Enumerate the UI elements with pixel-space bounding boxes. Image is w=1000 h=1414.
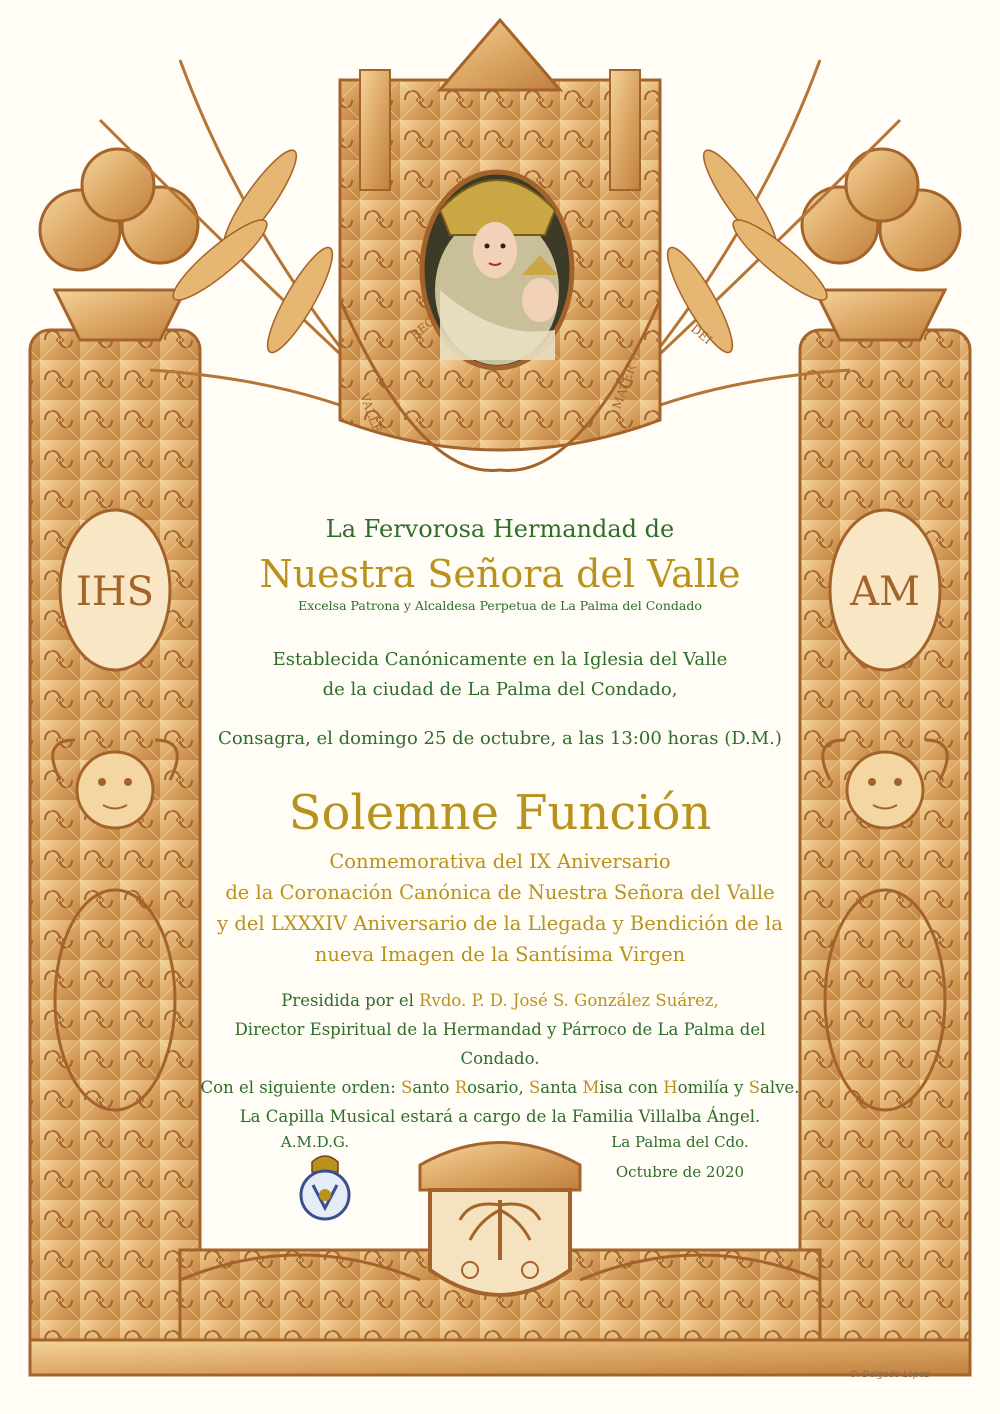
- artist-signature: O. Delgado López: [850, 1370, 930, 1380]
- brotherhood-emblem: [301, 1156, 349, 1219]
- date-line: Consagra, el domingo 25 de octubre, a las 13:00 horas (D.M.): [218, 728, 782, 749]
- brotherhood-subtitle: Excelsa Patrona y Alcaldesa Perpetua de La Palma del Condado: [298, 598, 702, 613]
- text-anta: anta: [540, 1078, 583, 1097]
- presided-prefix: Presidida por el: [281, 991, 420, 1010]
- commemoration-line-1: Conmemorativa del IX Aniversario: [329, 850, 671, 873]
- date: Octubre de 2020: [615, 1163, 745, 1181]
- right-column: [800, 330, 970, 1370]
- right-urn: [802, 149, 960, 340]
- establishment-line-2: de la ciudad de La Palma del Condado,: [322, 679, 678, 700]
- commemoration-text: [200, 846, 800, 970]
- inscription-dei: DEI: [688, 321, 715, 348]
- commemoration-line-2: de la Coronación Canónica de Nuestra Señora del Valle: [225, 881, 775, 904]
- town-coat-of-arms: [420, 1143, 580, 1296]
- commemoration-line-3: y del LXXXIV Aniversario de la Llegada y Bendición de la: [217, 912, 783, 935]
- virgin-medallion: [422, 172, 572, 368]
- order-of-service: [200, 1073, 800, 1102]
- inscription-mater: MATER: [609, 362, 639, 412]
- initial-h: H: [663, 1078, 678, 1097]
- text-osario: osario,: [467, 1078, 529, 1097]
- establishment-text: [200, 645, 800, 705]
- initial-m: M: [582, 1078, 600, 1097]
- order-prefix: Con el siguiente orden:: [200, 1078, 402, 1097]
- place-date: [590, 1127, 770, 1187]
- svg-text:AM: AM: [850, 569, 920, 615]
- initial-s1: S: [401, 1078, 413, 1097]
- text-isa: isa con: [599, 1078, 664, 1097]
- text-anto: anto: [412, 1078, 455, 1097]
- brotherhood-name: Nuestra Señora del Valle: [259, 552, 741, 596]
- initial-r: R: [454, 1078, 468, 1097]
- music-line: La Capilla Musical estará a cargo de la Familia Villalba Ángel.: [239, 1107, 761, 1126]
- commemoration-line-4: nueva Imagen de la Santísima Virgen: [314, 943, 686, 966]
- celebrant-role: Director Espiritual de la Hermandad y Párroco de La Palma del Condado.: [234, 1020, 766, 1068]
- initial-s2: S: [528, 1078, 541, 1097]
- place: La Palma del Cdo.: [611, 1133, 749, 1151]
- establishment-line-1: Establecida Canónicamente en la Iglesia del Valle: [272, 649, 728, 670]
- initial-s3: S: [748, 1078, 760, 1097]
- left-urn: [40, 149, 198, 340]
- amdg: A.M.D.G.: [280, 1133, 350, 1151]
- main-title: Solemne Función: [288, 785, 712, 841]
- svg-text:IHS: IHS: [75, 569, 155, 615]
- inscription-valle: VALLE: [357, 391, 385, 435]
- brotherhood-intro: La Fervorosa Hermandad de: [325, 515, 675, 543]
- left-column: [30, 330, 200, 1370]
- celebrant-name: Rvdo. P. D. José S. González Suárez,: [419, 991, 719, 1010]
- presided-line: [200, 986, 800, 1015]
- text-alve: alve.: [760, 1078, 800, 1097]
- text-omilia: omilía y: [677, 1078, 749, 1097]
- presided-text: [200, 986, 800, 1131]
